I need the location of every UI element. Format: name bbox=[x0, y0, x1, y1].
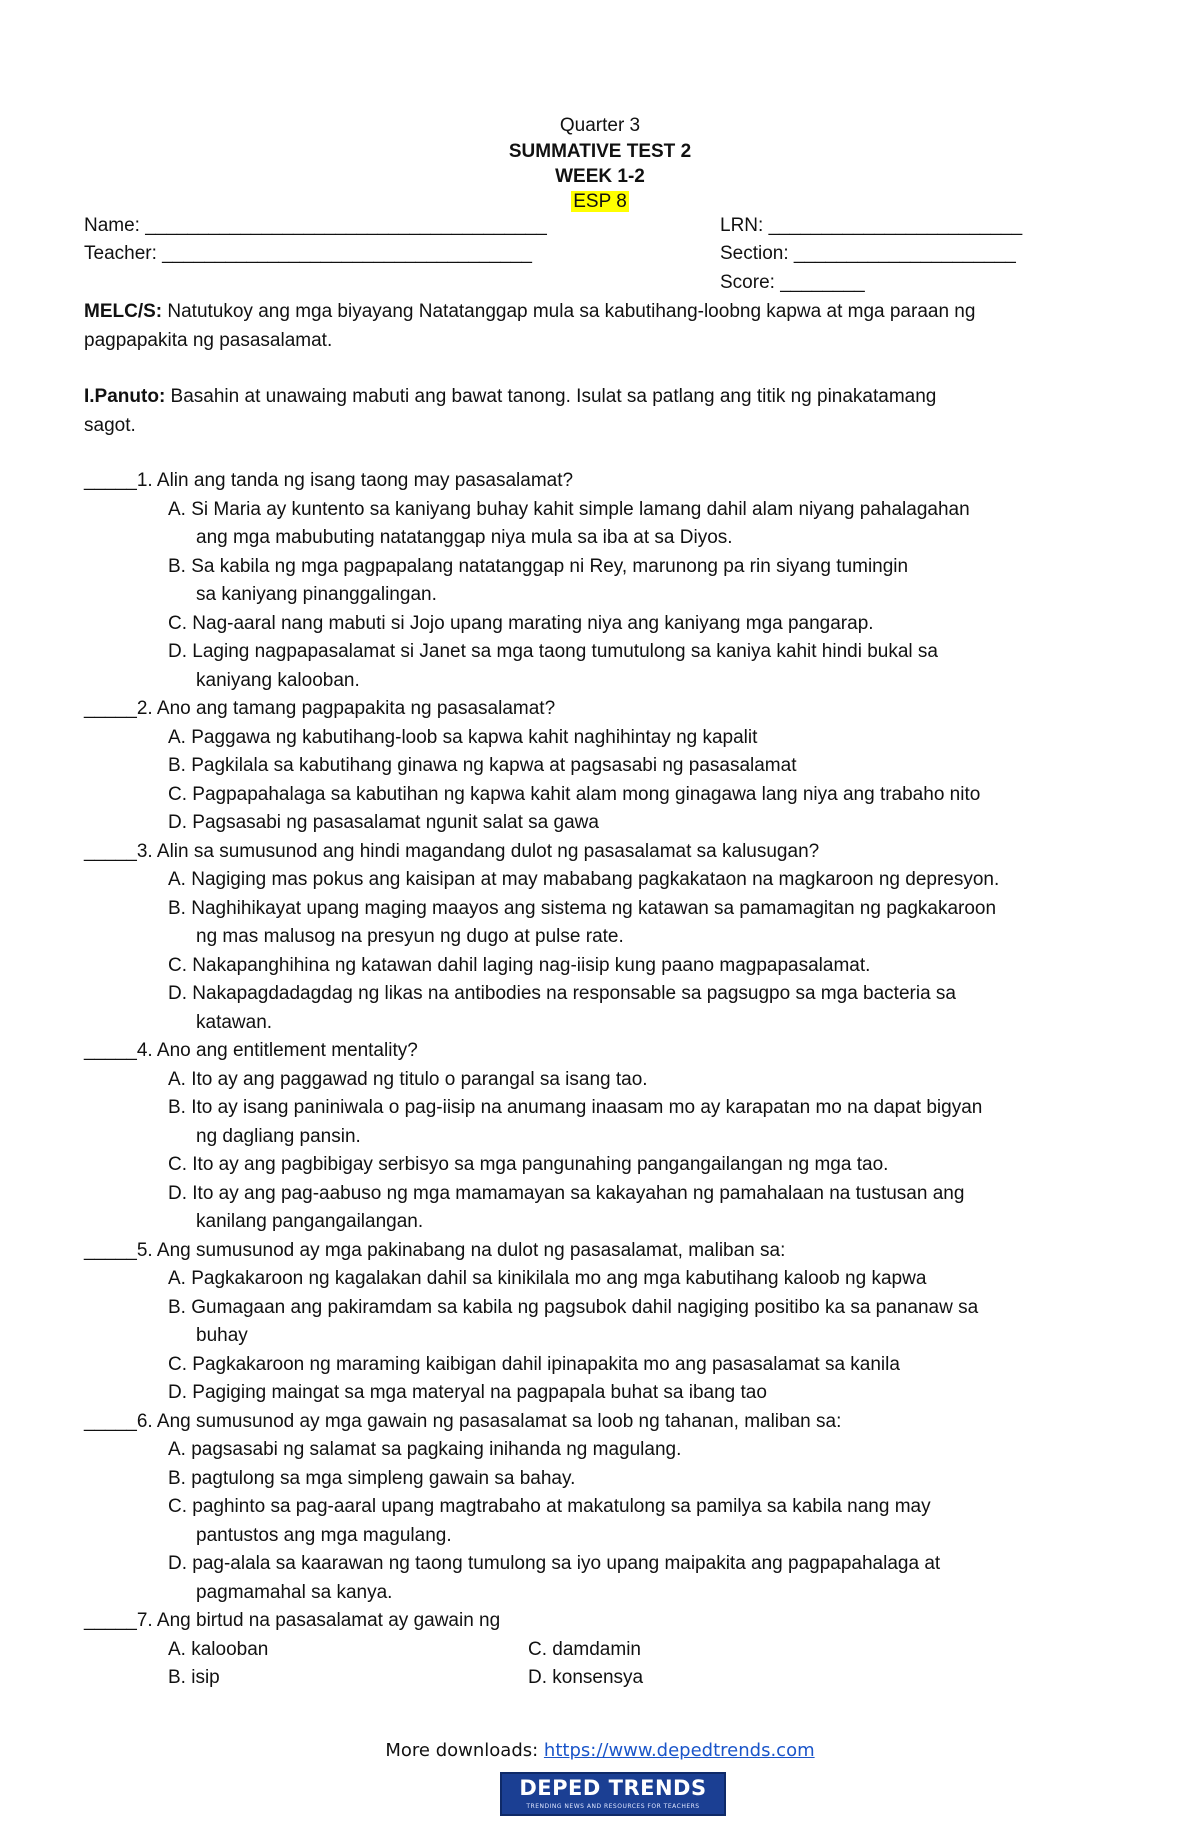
question-5-option-b-cont: buhay bbox=[196, 1325, 248, 1346]
footer-label: More downloads: bbox=[385, 1740, 544, 1761]
subject-label bbox=[0, 189, 1200, 214]
question-1-option-d: D. Laging nagpapasalamat si Janet sa mga taong tumutulong sa kaniya kahit hindi bukal sa bbox=[168, 641, 938, 662]
question-4-stem: _____4. Ano ang entitlement mentality? bbox=[84, 1040, 418, 1061]
melcs-text: Natutukoy ang mga biyayang Natatanggap mula sa kabutihang-loobng kapwa at mga paraan ng bbox=[162, 301, 976, 322]
question-6-option-b: B. pagtulong sa mga simpleng gawain sa bahay. bbox=[168, 1468, 576, 1489]
footer-link[interactable]: https://www.depedtrends.com bbox=[543, 1740, 815, 1761]
question-3-option-d-cont: katawan. bbox=[196, 1012, 273, 1033]
question-5-option-a: A. Pagkakaroon ng kagalakan dahil sa kinikilala mo ang mga kabutihang kaloob ng kapwa bbox=[168, 1268, 927, 1289]
question-1-stem: _____1. Alin ang tanda ng isang taong may pasasalamat? bbox=[84, 470, 574, 491]
question-5-option-d: D. Pagiging maingat sa mga materyal na pagpapala buhat sa ibang tao bbox=[168, 1382, 767, 1403]
instructions-text: Basahin at unawaing mabuti ang bawat tanong. Isulat sa patlang ang titik ng pinakatamang bbox=[165, 386, 937, 407]
quarter-label: Quarter 3 bbox=[559, 115, 641, 136]
question-7-option-c: C. damdamin bbox=[528, 1639, 641, 1660]
question-6-option-d-cont: pagmamahal sa kanya. bbox=[196, 1582, 393, 1603]
section-field: Section: _____________________ bbox=[720, 243, 1016, 264]
question-4-option-d: D. Ito ay ang pag-aabuso ng mga mamamayan sa kakayahan ng pamahalaan na tustusan ang bbox=[168, 1183, 965, 1204]
question-3-option-a: A. Nagiging mas pokus ang kaisipan at may mababang pagkakataon na magkaroon ng depresyon. bbox=[168, 869, 1000, 890]
week-label: WEEK 1-2 bbox=[555, 166, 645, 187]
teacher-field: Teacher: ___________________________________ bbox=[84, 243, 532, 264]
question-4-option-d-cont: kanilang pangangailangan. bbox=[196, 1211, 424, 1232]
question-1-option-b: B. Sa kabila ng mga pagpapalang natatanggap ni Rey, marunong pa rin siyang tumingin bbox=[168, 556, 909, 577]
question-7-option-a: A. kalooban bbox=[168, 1639, 269, 1660]
question-5-option-b: B. Gumagaan ang pakiramdam sa kabila ng pagsubok dahil nagiging positibo ka sa pananaw sa bbox=[168, 1297, 979, 1318]
question-2-option-a: A. Paggawa ng kabutihang-loob sa kapwa kahit naghihintay ng kapalit bbox=[168, 727, 758, 748]
question-4-option-b-cont: ng dagliang pansin. bbox=[196, 1126, 361, 1147]
name-field: Name: ______________________________________ bbox=[84, 215, 547, 236]
lrn-field: LRN: ________________________ bbox=[720, 215, 1023, 236]
test-title: SUMMATIVE TEST 2 bbox=[508, 141, 692, 162]
question-4-option-b: B. Ito ay isang paniniwala o pag-iisip na anumang inaasam mo ay karapatan mo na dapat bigyan bbox=[168, 1097, 983, 1118]
subject-highlight: ESP 8 bbox=[573, 191, 627, 212]
question-4-option-c: C. Ito ay ang pagbibigay serbisyo sa mga pangunahing pangangailangan ng mga tao. bbox=[168, 1154, 889, 1175]
instructions-line-1 bbox=[84, 383, 936, 411]
question-1-option-c: C. Nag-aaral nang mabuti si Jojo upang marating niya ang kaniyang mga pangarap. bbox=[168, 613, 874, 634]
footer-downloads bbox=[0, 1740, 1200, 1761]
question-6-option-c: C. paghinto sa pag-aaral upang magtrabaho at makatulong sa pamilya sa kabila nang may bbox=[168, 1496, 931, 1517]
score-field: Score: ________ bbox=[720, 272, 865, 293]
melcs-line-1 bbox=[84, 298, 975, 326]
question-6-option-d: D. pag-alala sa kaarawan ng taong tumulong sa iyo upang maipakita ang pagpapahalaga at bbox=[168, 1553, 941, 1574]
instructions-line-2: sagot. bbox=[84, 415, 136, 436]
melcs-line-2: pagpapakita ng pasasalamat. bbox=[84, 330, 333, 351]
question-6-stem: _____6. Ang sumusunod ay mga gawain ng pasasalamat sa loob ng tahanan, maliban sa: bbox=[84, 1411, 842, 1432]
question-1-option-a: A. Si Maria ay kuntento sa kaniyang buhay kahit simple lamang dahil alam niyang pahalagahan bbox=[168, 499, 970, 520]
question-1-option-d-cont: kaniyang kalooban. bbox=[196, 670, 360, 691]
question-2-option-b: B. Pagkilala sa kabutihang ginawa ng kapwa at pagsasabi ng pasasalamat bbox=[168, 755, 797, 776]
question-6-option-a: A. pagsasabi ng salamat sa pagkaing inihanda ng magulang. bbox=[168, 1439, 682, 1460]
question-6-option-c-cont: pantustos ang mga magulang. bbox=[196, 1525, 452, 1546]
question-5-stem: _____5. Ang sumusunod ay mga pakinabang na dulot ng pasasalamat, maliban sa: bbox=[84, 1240, 786, 1261]
question-2-stem: _____2. Ano ang tamang pagpapakita ng pasasalamat? bbox=[84, 698, 556, 719]
logo-tagline: TRENDING NEWS AND RESOURCES FOR TEACHERS bbox=[526, 1803, 700, 1810]
question-3-option-c: C. Nakapanghihina ng katawan dahil laging nag-iisip kung paano magpapasalamat. bbox=[168, 955, 871, 976]
melcs-label: MELC/S: bbox=[84, 301, 163, 322]
question-7-option-d: D. konsensya bbox=[528, 1667, 644, 1688]
question-5-option-c: C. Pagkakaroon ng maraming kaibigan dahil ipinapakita mo ang pasasalamat sa kanila bbox=[168, 1354, 900, 1375]
question-7-stem: _____7. Ang birtud na pasasalamat ay gawain ng bbox=[84, 1610, 501, 1631]
question-3-stem: _____3. Alin sa sumusunod ang hindi magandang dulot ng pasasalamat sa kalusugan? bbox=[84, 841, 820, 862]
question-3-option-d: D. Nakapagdadagdag ng likas na antibodies na responsable sa pagsugpo sa mga bacteria sa bbox=[168, 983, 956, 1004]
instructions-label: I.Panuto: bbox=[84, 386, 166, 407]
question-1-option-a-cont: ang mga mabubuting natatanggap niya mula sa iba at sa Diyos. bbox=[196, 527, 733, 548]
question-4-option-a: A. Ito ay ang paggawad ng titulo o parangal sa isang tao. bbox=[168, 1069, 648, 1090]
question-3-option-b-cont: ng mas malusog na presyun ng dugo at pulse rate. bbox=[196, 926, 624, 947]
logo-text: DEPED TRENDS bbox=[519, 1776, 707, 1800]
question-3-option-b: B. Naghihikayat upang maging maayos ang sistema ng katawan sa pamamagitan ng pagkakaroon bbox=[168, 898, 997, 919]
deped-trends-logo[interactable] bbox=[500, 1772, 726, 1816]
question-7-option-b: B. isip bbox=[168, 1667, 220, 1688]
question-1-option-b-cont: sa kaniyang pinanggalingan. bbox=[196, 584, 437, 605]
question-2-option-d: D. Pagsasabi ng pasasalamat ngunit salat sa gawa bbox=[168, 812, 599, 833]
question-2-option-c: C. Pagpapahalaga sa kabutihan ng kapwa kahit alam mong ginagawa lang niya ang trabaho nito bbox=[168, 784, 981, 805]
